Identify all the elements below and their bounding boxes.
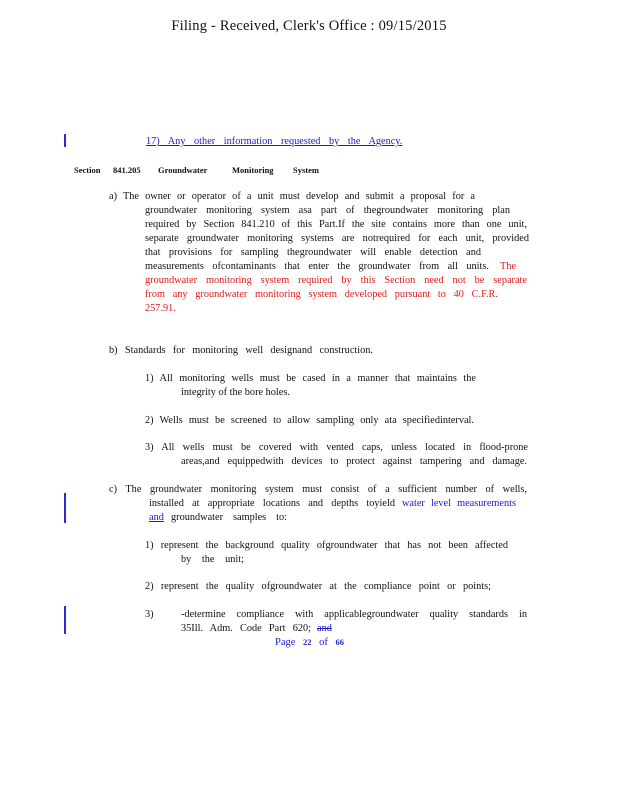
item-17: 17) Any other information requested by the Agency.: [146, 136, 403, 147]
section-label: Section: [74, 165, 101, 175]
para-b-item: 1) All monitoring wells must be cased in a manner that maintains the: [145, 373, 476, 384]
para-a-line: groundwater monitoring system asa part of thegroundwater monitoring plan: [145, 205, 510, 216]
para-a-line-inserted: from any groundwater monitoring system developed pursuant to 40 C.F.R.: [145, 289, 498, 300]
para-c-line: installed at appropriate locations and depths toyield: [149, 498, 395, 509]
para-b-line: b) Standards for monitoring well designand construction.: [109, 345, 373, 356]
section-title-word: Groundwater: [158, 165, 208, 175]
revision-bar: [64, 606, 66, 634]
para-c-line: c) The groundwater monitoring system must consist of a sufficient number of wells,: [109, 484, 527, 495]
para-c-item: by the unit;: [181, 554, 244, 565]
para-a-line: that provisions for sampling thegroundwater will enable detection and: [145, 247, 481, 258]
para-a-line-inserted: groundwater monitoring system required by this Section need not be separate: [145, 275, 527, 286]
page-of: of: [319, 637, 328, 648]
para-c-item-number: 3): [145, 609, 154, 620]
page-current: 22: [303, 637, 312, 647]
section-title-word: System: [293, 165, 319, 175]
para-a-line: a) The owner or operator of a unit must develop and submit a proposal for a: [109, 191, 475, 202]
para-c-item: 35Ill. Adm. Code Part 620;: [181, 623, 311, 634]
para-b-item: 2) Wells must be screened to allow sampling only ata specifiedinterval.: [145, 415, 474, 426]
para-a-line: required by Section 841.210 of this Part.If the site contains more than one unit,: [145, 219, 527, 230]
page-total: 66: [335, 637, 345, 647]
para-a-line: measurements ofcontaminants that enter the groundwater from all units.: [145, 261, 489, 272]
page-number-footer: [275, 637, 344, 648]
para-c-item: 1) represent the background quality ofgroundwater that has not been affected: [145, 540, 508, 551]
para-c-line-inserted: water level measurements: [402, 498, 516, 509]
para-b-item: integrity of the bore holes.: [181, 387, 290, 398]
para-a-line-inserted: 257.91.: [145, 303, 176, 314]
filing-header: Filing - Received, Clerk's Office : 09/15/2015: [171, 18, 447, 34]
para-c-deleted-text: and: [317, 623, 332, 634]
section-title-word: Monitoring: [232, 165, 274, 175]
para-b-item: 3) All wells must be covered with vented caps, unless located in flood-prone: [145, 442, 528, 453]
para-c-line-inserted: and: [149, 512, 164, 523]
revision-bar: [64, 134, 66, 147]
para-c-item: -determine compliance with applicablegroundwater quality standards in: [181, 609, 527, 620]
page-label: Page: [275, 637, 296, 648]
section-number: 841.205: [113, 165, 141, 175]
para-a-line-inserted: The: [500, 261, 517, 272]
para-a-line: separate groundwater monitoring systems are notrequired for each unit, provided: [145, 233, 529, 244]
para-c-item: 2) represent the quality ofgroundwater at the compliance point or points;: [145, 581, 491, 592]
para-c-line: groundwater samples to:: [171, 512, 287, 523]
revision-bar: [64, 493, 66, 523]
para-b-item: areas,and equippedwith devices to protect against tampering and damage.: [181, 456, 527, 467]
